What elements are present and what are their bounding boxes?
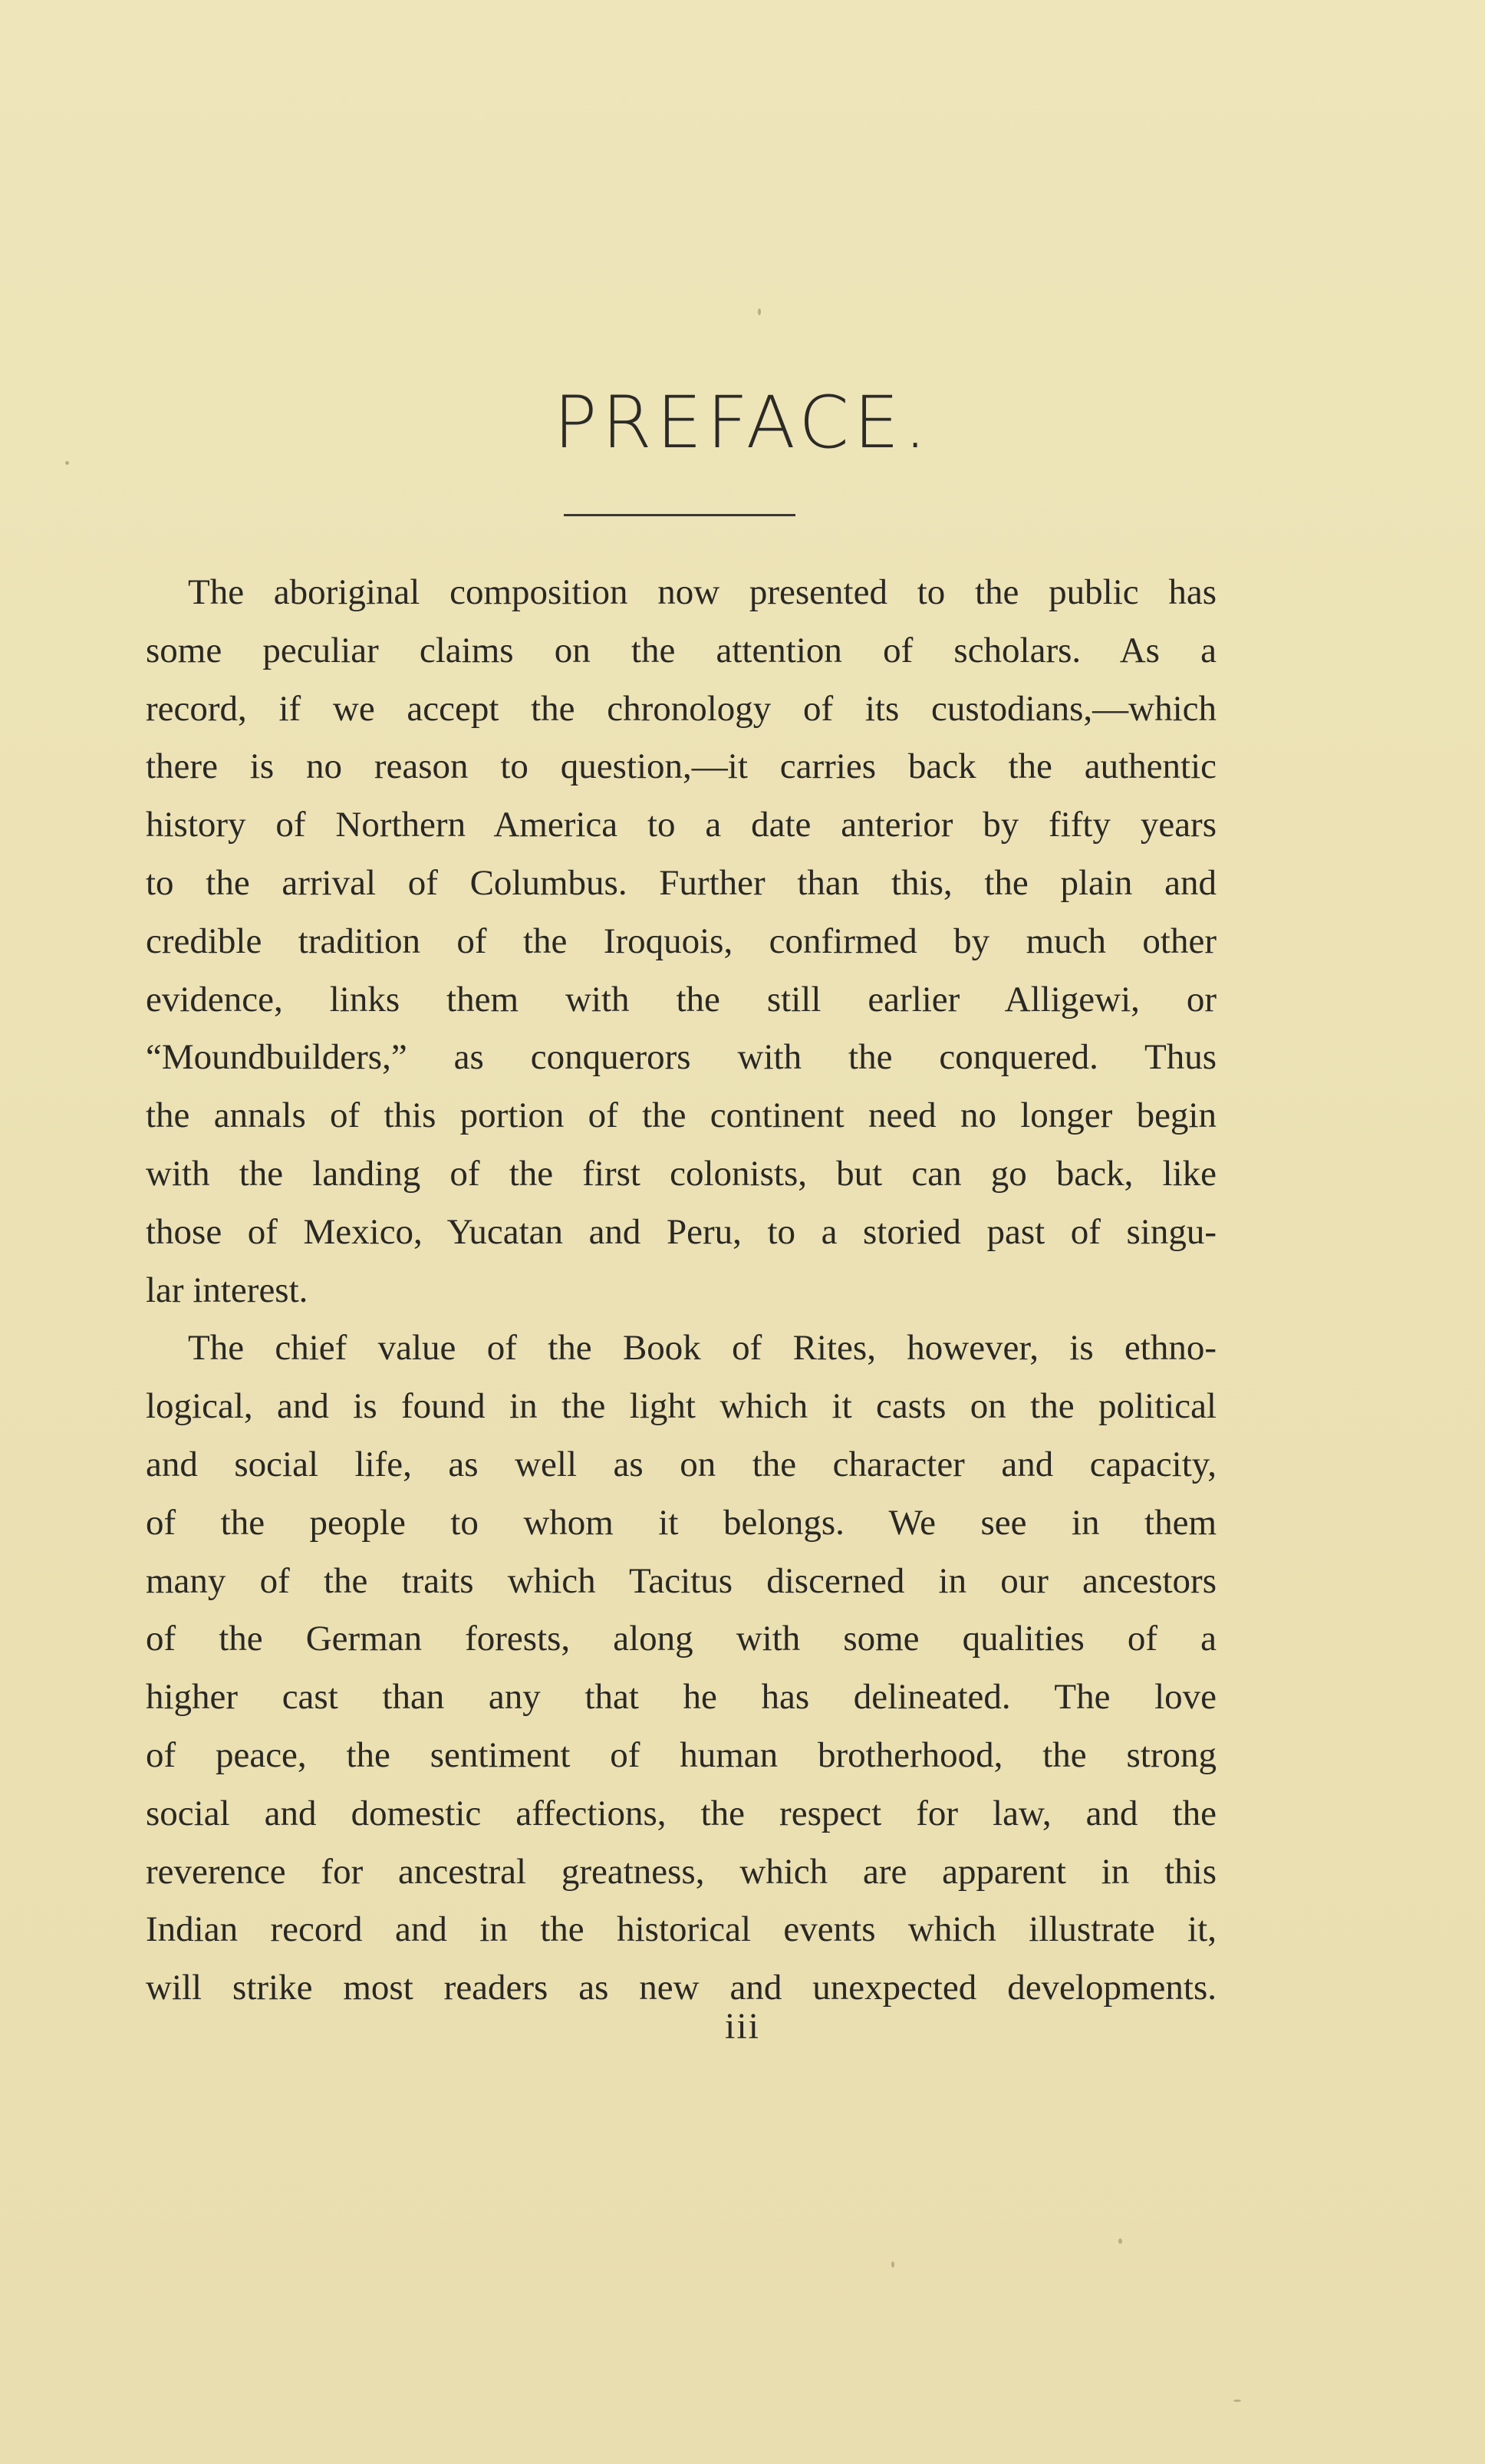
paper-speck — [1233, 2400, 1241, 2402]
text-line: and social life, as well as on the character and capacity, — [146, 1444, 1217, 1484]
text-line: the annals of this portion of the continent need no longer begin — [146, 1095, 1217, 1136]
text-line: The aboriginal composition now presented to the public has — [188, 572, 1217, 612]
text-line: many of the traits which Tacitus discerned in our ancestors — [146, 1560, 1217, 1601]
text-line: The chief value of the Book of Rites, however, is ethno- — [188, 1328, 1217, 1369]
paper-speck — [891, 2261, 894, 2268]
text-line: there is no reason to question,—it carries back the authentic — [146, 746, 1217, 787]
paper-speck — [65, 461, 69, 465]
text-line: credible tradition of the Iroquois, confirmed by much other — [146, 921, 1217, 961]
text-line: social and domestic affections, the respect for law, and the — [146, 1793, 1217, 1833]
text-line: will strike most readers as new and unexpected developments. — [146, 1968, 1217, 2008]
text-line: logical, and is found in the light which it casts on the political — [146, 1386, 1217, 1427]
text-line: of peace, the sentiment of human brotherhood, the strong — [146, 1734, 1217, 1775]
text-line: lar interest. — [146, 1270, 308, 1310]
paper-speck — [758, 308, 761, 315]
text-line: those of Mexico, Yucatan and Peru, to a storied past of singu- — [146, 1211, 1217, 1252]
text-line: “Moundbuilders,” as conquerors with the conquered. Thus — [146, 1037, 1217, 1078]
page-title: PREFACE. — [553, 381, 932, 465]
text-line: some peculiar claims on the attention of scholars. As a — [146, 630, 1217, 670]
paragraph — [146, 564, 1217, 1319]
text-line: evidence, links them with the still earlier Alligewi, or — [146, 979, 1217, 1020]
page-number: iii — [724, 2006, 760, 2047]
title-rule — [564, 514, 795, 516]
text-line: higher cast than any that he has delineated. The love — [146, 1677, 1217, 1718]
text-line: to the arrival of Columbus. Further than this, the plain and — [146, 862, 1217, 903]
text-line: reverence for ancestral greatness, which are apparent in this — [146, 1851, 1217, 1892]
text-line: of the German forests, along with some qualities of a — [146, 1619, 1217, 1659]
text-line: of the people to whom it belongs. We see in them — [146, 1502, 1217, 1543]
paragraph — [146, 1319, 1217, 2018]
text-line: history of Northern America to a date anterior by fifty years — [146, 805, 1217, 845]
text-line: with the landing of the first colonists, but can go back, like — [146, 1153, 1217, 1194]
text-line: Indian record and in the historical events which illustrate it, — [146, 1909, 1217, 1950]
text-line: record, if we accept the chronology of its custodians,—which — [146, 688, 1217, 729]
paper-speck — [1118, 2238, 1122, 2244]
preface-body — [146, 564, 1217, 2018]
